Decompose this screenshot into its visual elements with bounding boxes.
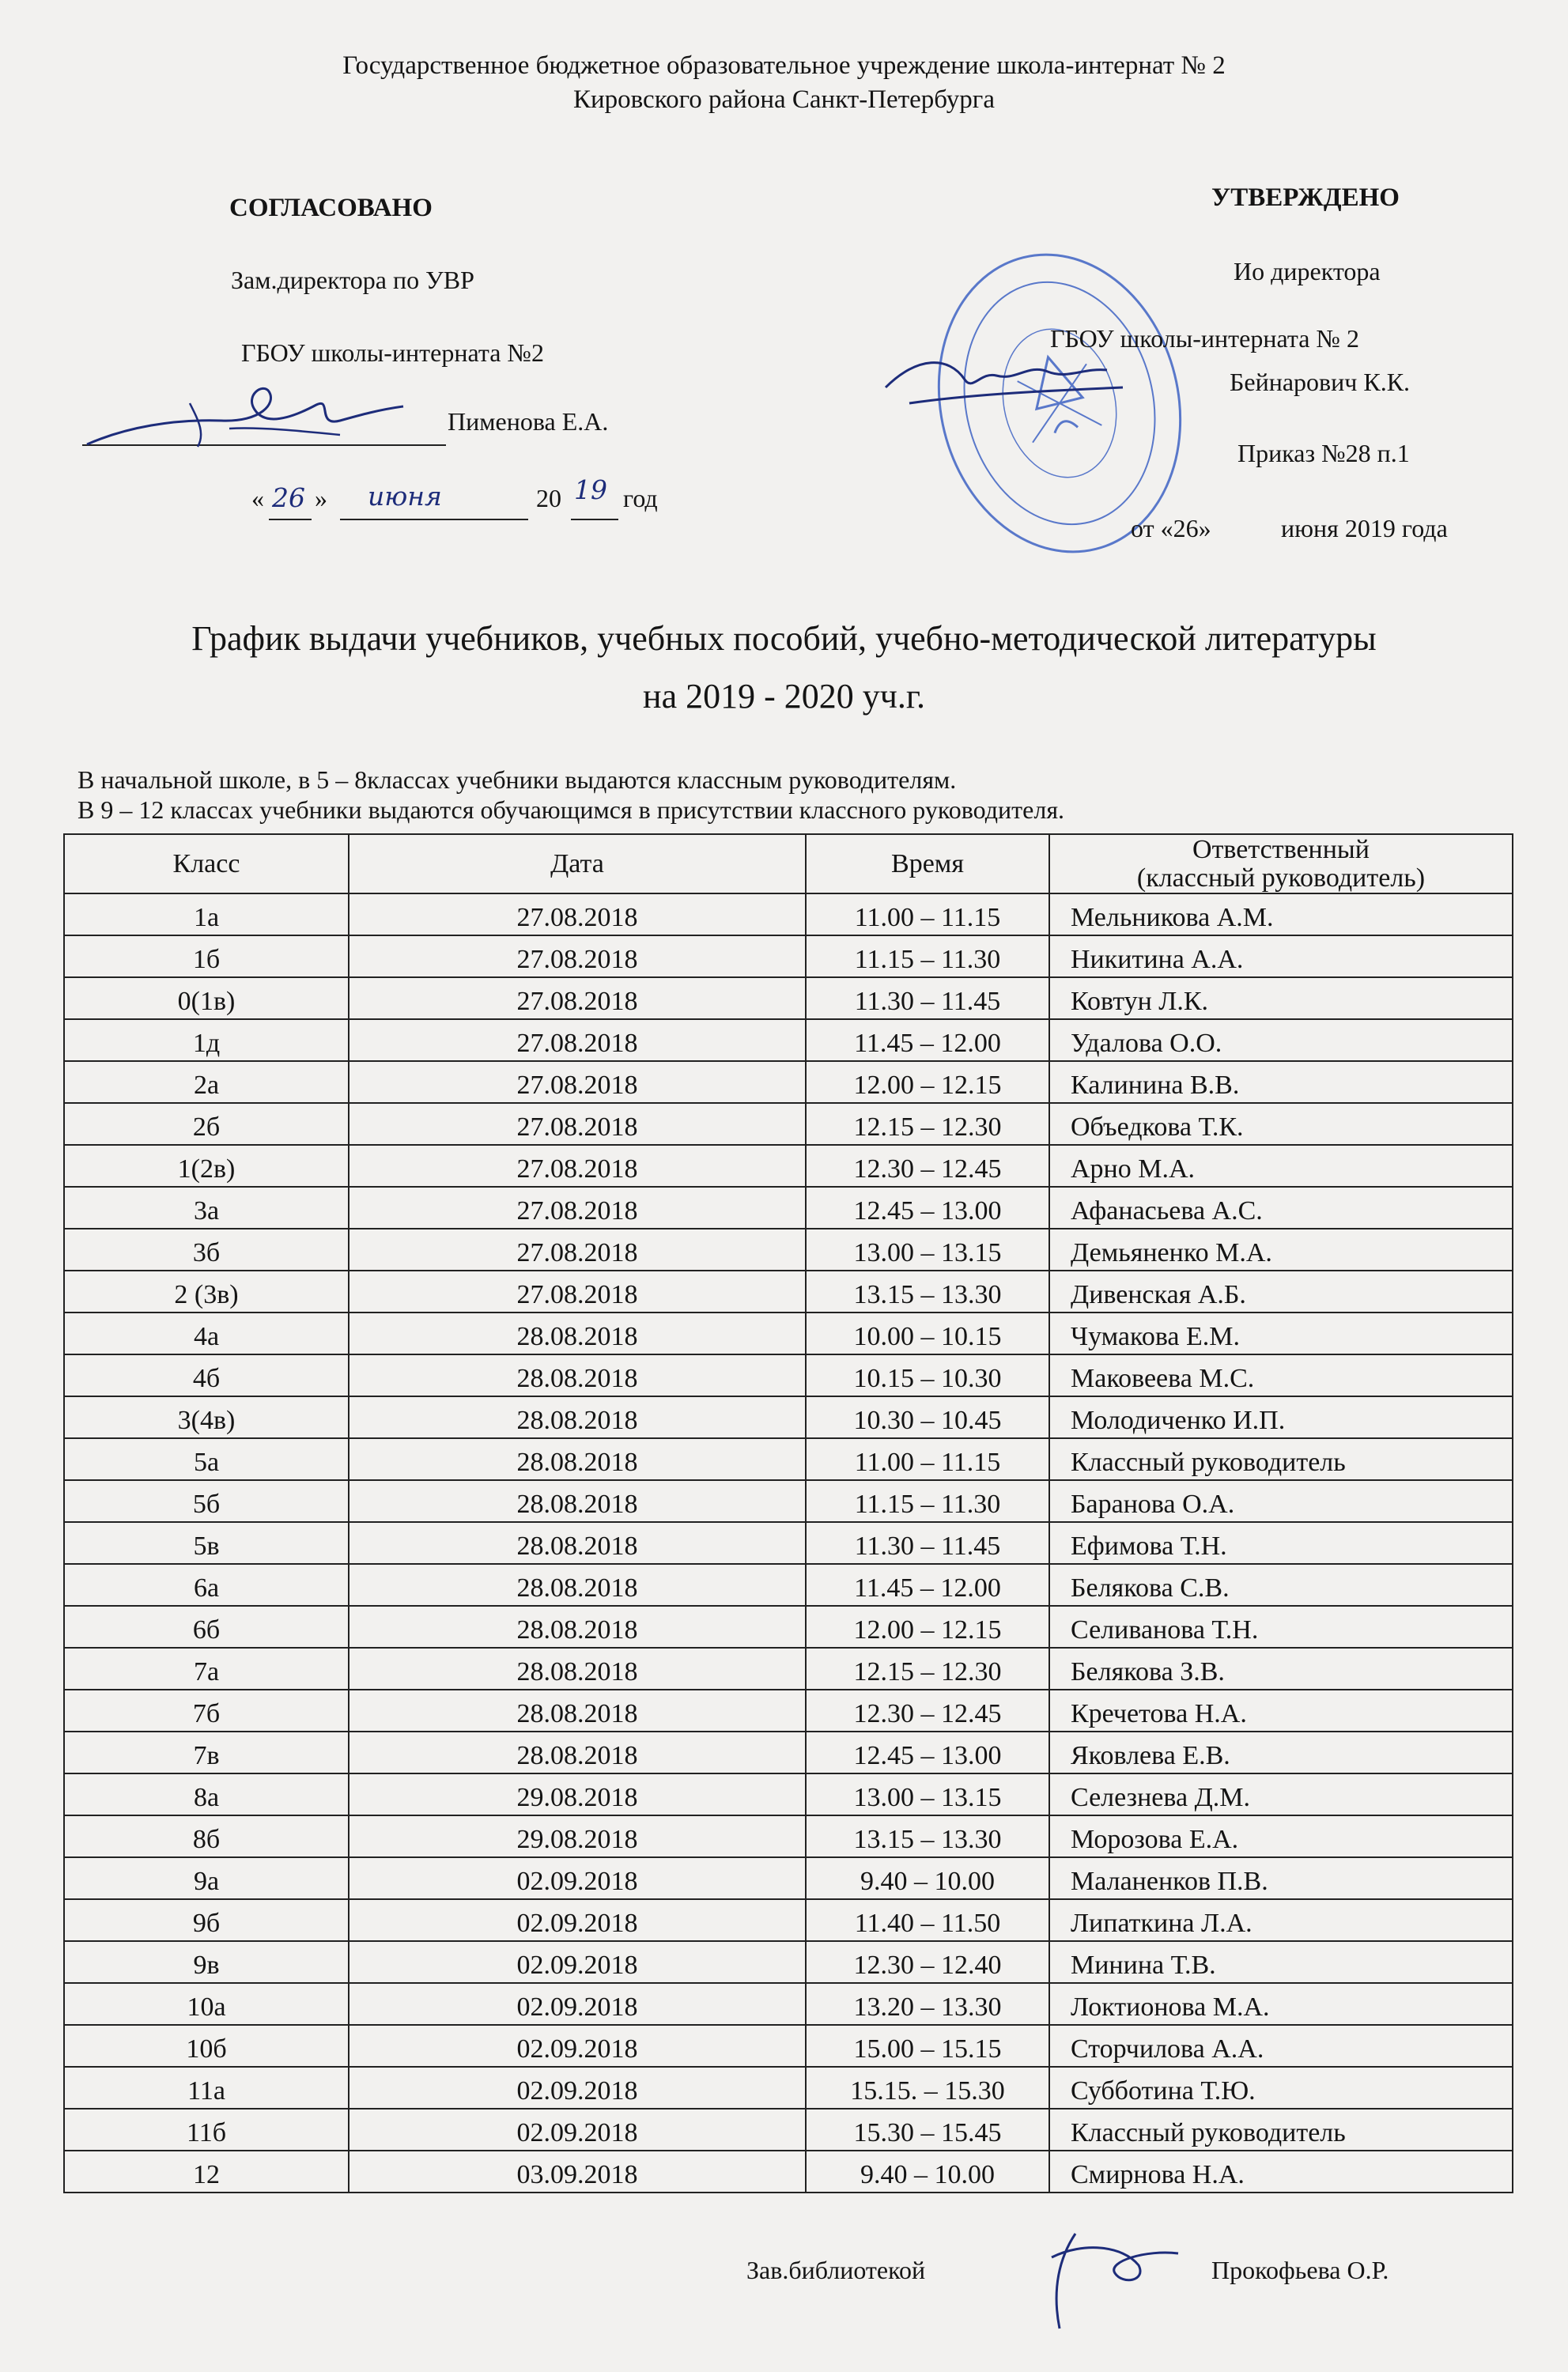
cell-time: 9.40 – 10.00 [806,1857,1049,1899]
cell-class: 5а [64,1438,349,1480]
cell-date: 03.09.2018 [349,2151,806,2193]
header-responsible-line1: Ответственный [1192,834,1370,864]
cell-date: 02.09.2018 [349,2025,806,2067]
table-row [64,2025,1513,2067]
table-row [64,1187,1513,1229]
approval-right-position: Ио директора [1234,257,1381,285]
header-class: Класс [64,834,349,893]
cell-responsible: Арно М.А. [1049,1145,1513,1187]
day-underline [269,519,312,520]
cell-time: 12.45 – 13.00 [806,1187,1049,1229]
date-year-suffix: год [623,484,658,512]
cell-responsible: Мельникова А.М. [1049,893,1513,935]
cell-class: 1б [64,935,349,977]
cell-class: 10а [64,1983,349,2025]
date-day-handwritten: 26 [272,482,305,513]
cell-class: 8б [64,1815,349,1857]
table-row [64,1773,1513,1815]
cell-responsible: Морозова Е.А. [1049,1815,1513,1857]
table-row [64,1690,1513,1732]
cell-responsible: Минина Т.В. [1049,1941,1513,1983]
cell-date: 28.08.2018 [349,1438,806,1480]
approval-right-order-date-prefix: от «26» [1131,514,1211,542]
header-responsible [1049,834,1513,893]
cell-time: 15.30 – 15.45 [806,2109,1049,2151]
cell-responsible: Смирнова Н.А. [1049,2151,1513,2193]
cell-responsible: Чумакова Е.М. [1049,1313,1513,1354]
cell-time: 13.00 – 13.15 [806,1773,1049,1815]
cell-date: 27.08.2018 [349,935,806,977]
approval-left-position: Зам.директора по УВР [231,266,474,294]
table-row [64,1229,1513,1271]
table-row [64,1438,1513,1480]
table-row [64,1732,1513,1773]
cell-date: 28.08.2018 [349,1732,806,1773]
cell-date: 02.09.2018 [349,2067,806,2109]
cell-class: 9в [64,1941,349,1983]
table-row [64,1606,1513,1648]
date-close-quote: » [315,484,327,512]
approval-right-org: ГБОУ школы-интерната № 2 [1050,324,1359,353]
table-row [64,2067,1513,2109]
schedule-table [63,833,1513,2193]
table-row [64,1522,1513,1564]
table-row [64,1941,1513,1983]
cell-class: 6б [64,1606,349,1648]
cell-responsible: Ефимова Т.Н. [1049,1522,1513,1564]
cell-responsible: Субботина Т.Ю. [1049,2067,1513,2109]
cell-date: 02.09.2018 [349,2109,806,2151]
cell-responsible: Удалова О.О. [1049,1019,1513,1061]
cell-date: 27.08.2018 [349,1187,806,1229]
table-row [64,1019,1513,1061]
approval-right-order: Приказ №28 п.1 [1237,439,1410,467]
cell-date: 02.09.2018 [349,1899,806,1941]
table-row [64,1145,1513,1187]
cell-responsible: Маковеева М.С. [1049,1354,1513,1396]
table-row [64,1354,1513,1396]
table-row [64,935,1513,977]
cell-time: 12.00 – 12.15 [806,1606,1049,1648]
cell-class: 1(2в) [64,1145,349,1187]
date-open-quote: « [251,484,264,512]
cell-responsible: Баранова О.А. [1049,1480,1513,1522]
cell-class: 11а [64,2067,349,2109]
cell-time: 10.30 – 10.45 [806,1396,1049,1438]
cell-class: 11б [64,2109,349,2151]
document-title-line1: График выдачи учебников, учебных пособий, учебно-методической литературы [191,619,1377,658]
cell-time: 10.00 – 10.15 [806,1313,1049,1354]
cell-time: 13.15 – 13.30 [806,1815,1049,1857]
header-institution-line2: Кировского района Санкт-Петербурга [573,85,995,114]
cell-date: 27.08.2018 [349,1019,806,1061]
cell-class: 2а [64,1061,349,1103]
table-row [64,1983,1513,2025]
cell-time: 12.15 – 12.30 [806,1103,1049,1145]
approval-left-heading: СОГЛАСОВАНО [229,194,433,222]
cell-class: 5б [64,1480,349,1522]
signature-pimenova [79,372,411,459]
cell-class: 5в [64,1522,349,1564]
approval-left-name: Пименова Е.А. [448,407,609,436]
footer-position: Зав.библиотекой [746,2256,926,2284]
table-row [64,2109,1513,2151]
table-row [64,1103,1513,1145]
cell-class: 3(4в) [64,1396,349,1438]
table-row [64,893,1513,935]
cell-date: 29.08.2018 [349,1815,806,1857]
cell-class: 8а [64,1773,349,1815]
cell-class: 1а [64,893,349,935]
cell-responsible: Яковлева Е.В. [1049,1732,1513,1773]
cell-date: 28.08.2018 [349,1522,806,1564]
table-row [64,1313,1513,1354]
cell-time: 11.00 – 11.15 [806,893,1049,935]
cell-time: 13.20 – 13.30 [806,1983,1049,2025]
cell-date: 27.08.2018 [349,977,806,1019]
table-row [64,1815,1513,1857]
cell-date: 28.08.2018 [349,1606,806,1648]
cell-responsible: Селезнева Д.М. [1049,1773,1513,1815]
cell-class: 10б [64,2025,349,2067]
header-institution-line1: Государственное бюджетное образовательное учреждение школа-интернат № 2 [342,51,1226,80]
cell-time: 13.15 – 13.30 [806,1271,1049,1313]
cell-date: 02.09.2018 [349,1857,806,1899]
cell-class: 12 [64,2151,349,2193]
cell-date: 28.08.2018 [349,1690,806,1732]
cell-date: 27.08.2018 [349,1145,806,1187]
cell-date: 28.08.2018 [349,1480,806,1522]
cell-time: 11.00 – 11.15 [806,1438,1049,1480]
cell-responsible: Молодиченко И.П. [1049,1396,1513,1438]
cell-class: 7а [64,1648,349,1690]
cell-time: 11.30 – 11.45 [806,1522,1049,1564]
cell-date: 27.08.2018 [349,1061,806,1103]
cell-time: 12.30 – 12.45 [806,1690,1049,1732]
cell-responsible: Афанасьева А.С. [1049,1187,1513,1229]
cell-time: 11.40 – 11.50 [806,1899,1049,1941]
cell-responsible: Классный руководитель [1049,1438,1513,1480]
cell-class: 4а [64,1313,349,1354]
cell-time: 15.15. – 15.30 [806,2067,1049,2109]
cell-time: 12.30 – 12.40 [806,1941,1049,1983]
cell-date: 27.08.2018 [349,1229,806,1271]
schedule-body [64,893,1513,2193]
document-title-line2: на 2019 - 2020 уч.г. [643,677,925,716]
approval-right-order-date-suffix: июня 2019 года [1281,514,1448,542]
cell-class: 7в [64,1732,349,1773]
cell-date: 28.08.2018 [349,1354,806,1396]
table-row [64,977,1513,1019]
date-year-prefix: 20 [536,484,561,512]
table-row [64,1480,1513,1522]
table-row [64,1648,1513,1690]
cell-time: 9.40 – 10.00 [806,2151,1049,2193]
approval-left-org: ГБОУ школы-интерната №2 [241,338,544,367]
cell-date: 28.08.2018 [349,1313,806,1354]
cell-class: 3а [64,1187,349,1229]
date-year-handwritten: 19 [574,474,607,505]
month-underline [340,519,528,520]
cell-date: 27.08.2018 [349,1271,806,1313]
cell-class: 2б [64,1103,349,1145]
signature-prokofyeva [1028,2226,1186,2336]
table-row [64,1564,1513,1606]
year-underline [571,519,618,520]
table-row [64,1857,1513,1899]
cell-responsible: Калинина В.В. [1049,1061,1513,1103]
cell-responsible: Белякова С.В. [1049,1564,1513,1606]
cell-time: 11.45 – 12.00 [806,1019,1049,1061]
cell-responsible: Сторчилова А.А. [1049,2025,1513,2067]
cell-responsible: Классный руководитель [1049,2109,1513,2151]
cell-responsible: Объедкова Т.К. [1049,1103,1513,1145]
cell-date: 28.08.2018 [349,1396,806,1438]
approval-right-heading: УТВЕРЖДЕНО [1211,183,1400,212]
cell-time: 12.00 – 12.15 [806,1061,1049,1103]
date-month-handwritten: июня [368,481,442,512]
cell-date: 27.08.2018 [349,893,806,935]
cell-responsible: Дивенская А.Б. [1049,1271,1513,1313]
cell-time: 12.30 – 12.45 [806,1145,1049,1187]
cell-class: 7б [64,1690,349,1732]
table-row [64,1396,1513,1438]
table-row [64,1899,1513,1941]
cell-class: 9а [64,1857,349,1899]
cell-date: 02.09.2018 [349,1983,806,2025]
cell-class: 1д [64,1019,349,1061]
note-primary-grades: В начальной школе, в 5 – 8классах учебники выдаются классным руководителям. [77,765,957,794]
cell-time: 11.45 – 12.00 [806,1564,1049,1606]
header-time: Время [806,834,1049,893]
cell-date: 02.09.2018 [349,1941,806,1983]
cell-responsible: Никитина А.А. [1049,935,1513,977]
table-header-row [64,834,1513,893]
note-senior-grades: В 9 – 12 классах учебники выдаются обучающимся в присутствии классного руководителя. [77,795,1065,824]
cell-time: 12.45 – 13.00 [806,1732,1049,1773]
cell-class: 0(1в) [64,977,349,1019]
footer-name: Прокофьева О.Р. [1211,2256,1389,2284]
cell-class: 4б [64,1354,349,1396]
cell-responsible: Локтионова М.А. [1049,1983,1513,2025]
cell-time: 10.15 – 10.30 [806,1354,1049,1396]
header-date: Дата [349,834,806,893]
cell-responsible: Белякова З.В. [1049,1648,1513,1690]
cell-responsible: Липаткина Л.А. [1049,1899,1513,1941]
cell-responsible: Кречетова Н.А. [1049,1690,1513,1732]
cell-class: 9б [64,1899,349,1941]
cell-time: 15.00 – 15.15 [806,2025,1049,2067]
table-row [64,1271,1513,1313]
cell-class: 3б [64,1229,349,1271]
cell-time: 11.15 – 11.30 [806,935,1049,977]
cell-date: 28.08.2018 [349,1564,806,1606]
cell-time: 11.15 – 11.30 [806,1480,1049,1522]
cell-time: 13.00 – 13.15 [806,1229,1049,1271]
cell-responsible: Селиванова Т.Н. [1049,1606,1513,1648]
cell-date: 29.08.2018 [349,1773,806,1815]
cell-class: 2 (3в) [64,1271,349,1313]
cell-date: 28.08.2018 [349,1648,806,1690]
cell-responsible: Демьяненко М.А. [1049,1229,1513,1271]
table-row [64,1061,1513,1103]
cell-class: 6а [64,1564,349,1606]
cell-date: 27.08.2018 [349,1103,806,1145]
header-responsible-line2: (классный руководитель) [1136,863,1426,893]
cell-time: 11.30 – 11.45 [806,977,1049,1019]
cell-responsible: Маланенков П.В. [1049,1857,1513,1899]
cell-time: 12.15 – 12.30 [806,1648,1049,1690]
table-row [64,2151,1513,2193]
cell-responsible: Ковтун Л.К. [1049,977,1513,1019]
approval-right-name: Бейнарович К.К. [1230,368,1411,396]
